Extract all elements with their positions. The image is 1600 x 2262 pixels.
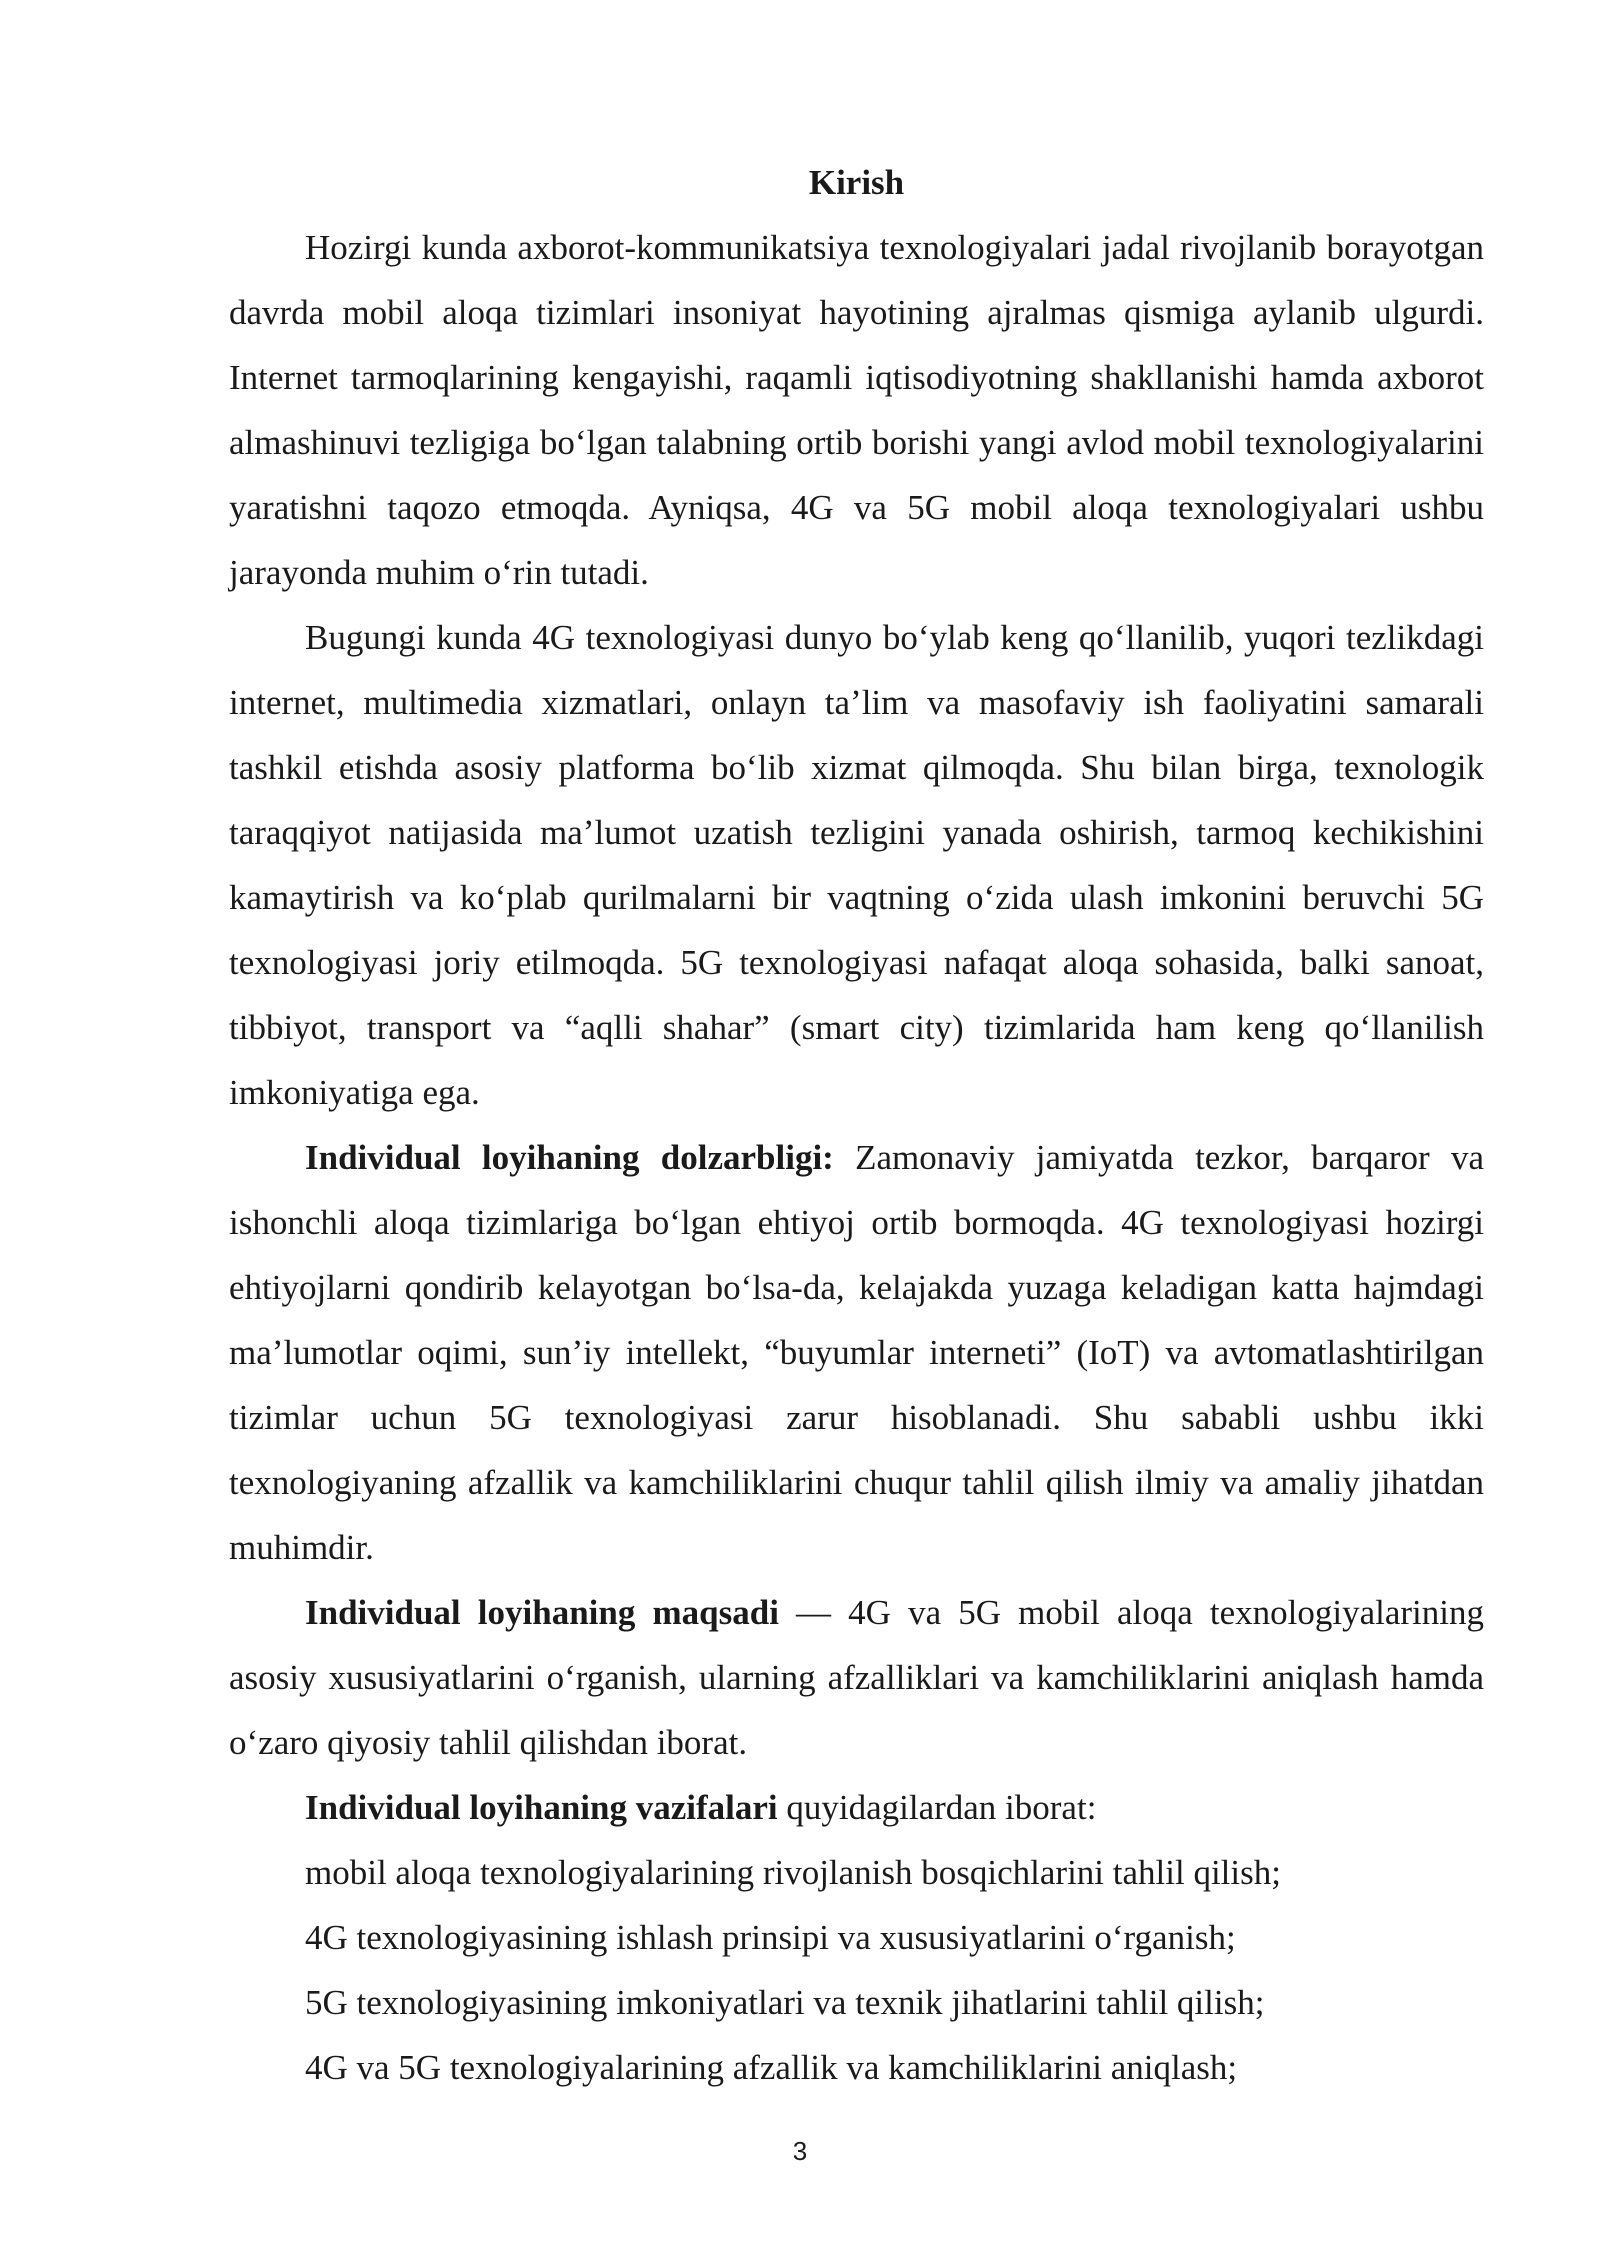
paragraph-text: quyidagilardan iborat: xyxy=(777,1788,1097,1827)
paragraph-text: Zamonaviy jamiyatda tezkor, barqaror va ishonchli aloqa tizimlariga boʻlgan ehtiyoj ortib bormoqda. 4G texnologiyasi hozirgi ehtiyojlarni qondirib kelayotgan boʻlsa-da, kelajakda yuzaga keladigan katta hajmdagi maʼlumotlar oqimi, sunʼiy intellekt, “buyumlar interneti” (IoT) va avtomatlashtirilgan tizimlar uchun 5G texnologiyasi zarur hisoblanadi. Shu sababli ushbu ikki texnologiyaning afzallik va kamchiliklarini chuqur tahlil qilish ilmiy va amaliy jihatdan muhimdir. xyxy=(229,1138,1485,1567)
paragraph-tasks xyxy=(229,1775,1484,1840)
paragraph-text: — 4G va 5G mobil aloqa texnologiyalarining asosiy xususiyatlarini oʻrganish, ularning afzalliklari va kamchiliklarini aniqlash hamda oʻzaro qiyosiy tahlil qilishdan iborat. xyxy=(229,1593,1485,1762)
task-list-item: mobil aloqa texnologiyalarining rivojlanish bosqichlarini tahlil qilish; xyxy=(305,1853,1281,1892)
paragraph-text: Hozirgi kunda axborot-kommunikatsiya texnologiyalari jadal rivojlanib borayotgan davrda mobil aloqa tizimlari insoniyat hayotining ajralmas qismiga aylanib ulgurdi. Internet tarmoqlarining kengayishi, raqamli iqtisodiyotning shakllanishi hamda axborot almashinuvi tezligiga boʻlgan talabning ortib borishi yangi avlod mobil texnologiyalarini yaratishni taqozo etmoqda. Ayniqsa, 4G va 5G mobil aloqa texnologiyalari ushbu jarayonda muhim oʻrin tutadi. xyxy=(229,228,1484,592)
paragraph-text: Bugungi kunda 4G texnologiyasi dunyo boʻylab keng qoʻllanilib, yuqori tezlikdagi internet, multimedia xizmatlari, onlayn taʼlim va masofaviy ish faoliyatini samarali tashkil etishda asosiy platforma boʻlib xizmat qilmoqda. Shu bilan birga, texnologik taraqqiyot natijasida maʼlumot uzatish tezligini yanada oshirish, tarmoq kechikishini kamaytirish va koʻplab qurilmalarni bir vaqtning oʻzida ulash imkonini beruvchi 5G texnologiyasi joriy etilmoqda. 5G texnologiyasi nafaqat aloqa sohasida, balki sanoat, tibbiyot, transport va “aqlli shahar” (smart city) tizimlarida ham keng qoʻllanilish imkoniyatiga ega. xyxy=(229,618,1484,1112)
section-heading: Kirish xyxy=(808,163,905,202)
page-content xyxy=(229,150,1484,2100)
paragraph-intro xyxy=(229,215,1484,605)
paragraph-goal xyxy=(229,1580,1484,1775)
paragraph-relevance xyxy=(229,1125,1484,1580)
task-list-item: 4G va 5G texnologiyalarining afzallik va kamchiliklarini aniqlash; xyxy=(305,2048,1238,2087)
paragraph-lead: Individual loyihaning dolzarbligi: xyxy=(305,1138,834,1177)
paragraph-4g-today xyxy=(229,605,1484,1125)
task-list-item: 5G texnologiyasining imkoniyatlari va texnik jihatlarini tahlil qilish; xyxy=(305,1983,1265,2022)
paragraph-lead: Individual loyihaning vazifalari xyxy=(305,1788,778,1827)
page-number: 3 xyxy=(792,2136,808,2166)
task-list-item: 4G texnologiyasining ishlash prinsipi va xususiyatlarini oʻrganish; xyxy=(305,1918,1236,1957)
paragraph-lead: Individual loyihaning maqsadi xyxy=(305,1593,779,1632)
